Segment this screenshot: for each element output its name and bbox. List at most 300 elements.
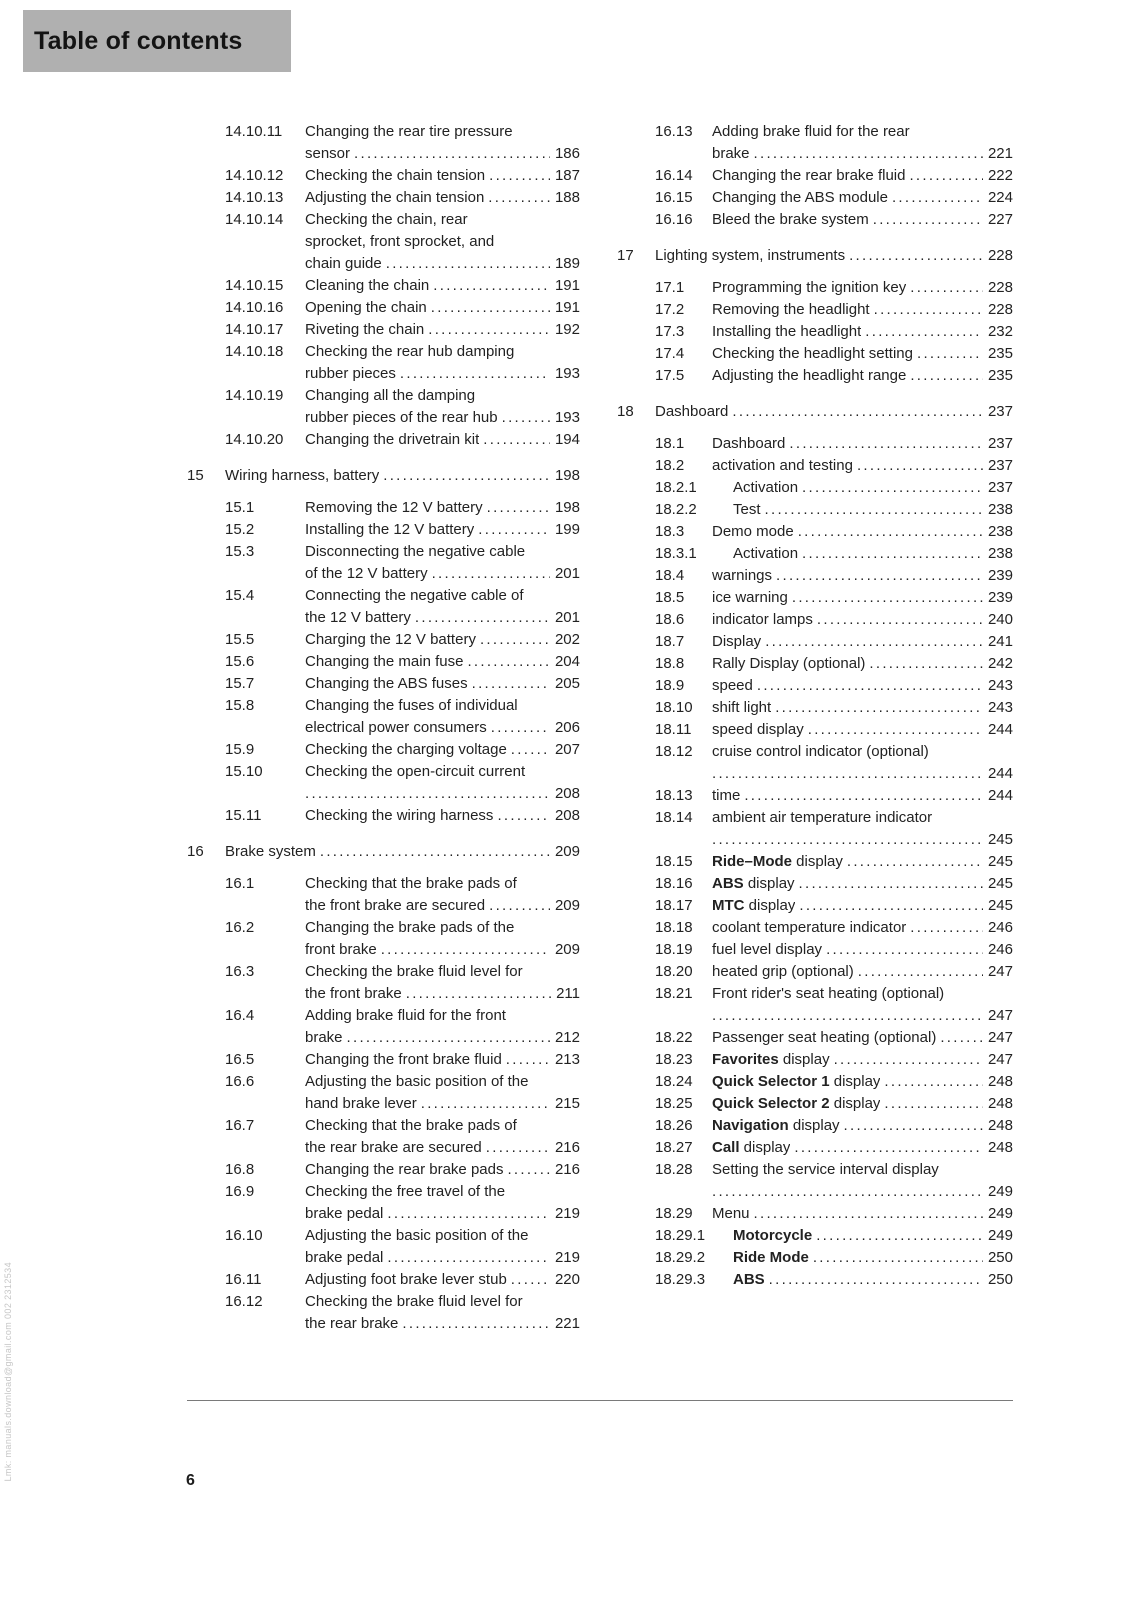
dot-leader	[892, 187, 983, 209]
entry-title: MTC display	[712, 897, 796, 914]
entry-page-number: 198	[554, 467, 580, 484]
entry-page-number: 247	[987, 1051, 1013, 1068]
entry-page-number: 201	[554, 565, 580, 582]
entry-page-number: 191	[554, 277, 580, 294]
entry-last-line	[712, 675, 1013, 697]
entry-title: the rear brake are secured	[305, 1139, 482, 1156]
entry-title: Bleed the brake system	[712, 211, 869, 228]
entry-title: Opening the chain	[305, 299, 427, 316]
entry-body	[712, 631, 1013, 653]
dot-leader	[387, 1247, 550, 1269]
entry-last-line	[305, 1203, 580, 1225]
toc-entry	[655, 917, 1013, 939]
entry-title: activation and testing	[712, 457, 853, 474]
dot-leader	[817, 609, 983, 631]
toc-entry	[617, 245, 1013, 267]
toc-entry	[655, 1203, 1013, 1225]
entry-body	[305, 541, 580, 585]
entry-title: Changing the front brake fluid	[305, 1051, 502, 1068]
toc-entry	[225, 209, 580, 275]
entry-body	[305, 385, 580, 429]
entry-page-number: 247	[987, 963, 1013, 980]
entry-page-number: 219	[554, 1205, 580, 1222]
entry-last-line	[305, 319, 580, 341]
dot-leader	[491, 717, 550, 739]
entry-last-line	[305, 1027, 580, 1049]
entry-body	[712, 1093, 1013, 1115]
entry-page-number: 246	[987, 919, 1013, 936]
entry-page-number: 201	[554, 609, 580, 626]
dot-leader	[910, 277, 983, 299]
toc-entry	[655, 321, 1013, 343]
entry-number: 18.2	[655, 457, 685, 474]
entry-last-line	[305, 275, 580, 297]
entry-page-number: 240	[987, 611, 1013, 628]
entry-number: 17.2	[655, 301, 685, 318]
entry-body	[305, 585, 580, 629]
entry-number: 18.11	[655, 721, 692, 738]
entry-body	[712, 807, 1013, 851]
entry-body	[712, 961, 1013, 983]
entry-title: Changing the rear brake pads	[305, 1161, 504, 1178]
entry-body	[305, 1269, 580, 1291]
entry-title: Wiring harness, battery	[225, 467, 380, 484]
entry-body	[712, 587, 1013, 609]
entry-page-number: 248	[987, 1139, 1013, 1156]
entry-last-line	[305, 519, 580, 541]
entry-title-line: Checking the free travel of the	[305, 1183, 506, 1200]
entry-body	[655, 245, 1013, 267]
entry-body	[712, 653, 1013, 675]
entry-title-line: Checking the open-circuit current	[305, 763, 526, 780]
entry-body	[733, 1269, 1013, 1291]
dot-leader	[792, 587, 983, 609]
entry-title: brake pedal	[305, 1249, 384, 1266]
entry-title-line: Checking the chain, rear	[305, 211, 468, 228]
entry-last-line	[712, 1071, 1013, 1093]
entry-title: Lighting system, instruments	[655, 247, 846, 264]
entry-last-line	[733, 1225, 1013, 1247]
entry-page-number: 237	[987, 403, 1013, 420]
watermark-text: Lmk: manuals.download@gmail.com 002 2312534	[3, 1262, 13, 1482]
entry-body	[305, 739, 580, 761]
entry-page-number: 245	[987, 897, 1013, 914]
entry-last-line	[712, 299, 1013, 321]
toc-entry	[655, 873, 1013, 895]
entry-body	[305, 165, 580, 187]
entry-number: 15.8	[225, 697, 255, 714]
toc-entry	[225, 385, 580, 429]
entry-title: the front brake are secured	[305, 897, 486, 914]
entry-last-line	[712, 1115, 1013, 1137]
entry-title: Brake system	[225, 843, 316, 860]
dot-leader	[844, 1115, 983, 1137]
dot-leader	[813, 1247, 983, 1269]
toc-entry	[655, 187, 1013, 209]
entry-last-line	[305, 607, 580, 629]
toc-entry	[225, 739, 580, 761]
entry-number: 18	[617, 403, 634, 420]
entry-title: chain guide	[305, 255, 382, 272]
entry-title: Changing the main fuse	[305, 653, 464, 670]
entry-body	[305, 1181, 580, 1225]
entry-number: 18.29	[655, 1205, 693, 1222]
entry-body	[225, 465, 580, 487]
entry-last-line	[712, 365, 1013, 387]
toc-entry	[225, 297, 580, 319]
entry-body	[305, 497, 580, 519]
entry-last-line	[712, 697, 1013, 719]
entry-body	[305, 805, 580, 827]
toc-entry	[225, 1181, 580, 1225]
toc-entry	[225, 585, 580, 629]
entry-body	[712, 1137, 1013, 1159]
dot-leader	[799, 895, 983, 917]
entry-title: the rear brake	[305, 1315, 399, 1332]
entry-number: 16.7	[225, 1117, 255, 1134]
entry-title: Changing the ABS fuses	[305, 675, 468, 692]
entry-title-line: Changing the fuses of individual	[305, 697, 518, 714]
toc-entry	[655, 455, 1013, 477]
entry-last-line	[712, 961, 1013, 983]
entry-number: 15.5	[225, 631, 255, 648]
dot-leader	[744, 785, 983, 807]
entry-page-number: 205	[554, 675, 580, 692]
entry-page-number: 235	[987, 367, 1013, 384]
entry-page-number: 186	[554, 145, 580, 162]
dot-leader	[421, 1093, 550, 1115]
dot-leader	[467, 651, 550, 673]
dot-leader	[383, 465, 550, 487]
dot-leader	[834, 1049, 983, 1071]
dot-leader	[428, 319, 550, 341]
dot-leader	[433, 275, 550, 297]
entry-title: Activation	[733, 545, 799, 562]
entry-page-number: 215	[554, 1095, 580, 1112]
dot-leader	[415, 607, 550, 629]
toc-entry	[225, 121, 580, 165]
entry-number: 16.3	[225, 963, 255, 980]
page-header	[23, 10, 291, 72]
dot-leader	[849, 245, 983, 267]
entry-page-number: 212	[554, 1029, 580, 1046]
dot-leader	[712, 829, 983, 851]
entry-number: 15.9	[225, 741, 255, 758]
entry-number: 16.10	[225, 1227, 263, 1244]
entry-number: 16.15	[655, 189, 693, 206]
dot-leader	[472, 673, 550, 695]
entry-body	[712, 851, 1013, 873]
dot-leader	[769, 1269, 983, 1291]
dot-leader	[873, 209, 983, 231]
entry-number: 15	[187, 467, 204, 484]
entry-title-line: Checking that the brake pads of	[305, 1117, 517, 1134]
toc-entry	[225, 1115, 580, 1159]
entry-page-number: 191	[554, 299, 580, 316]
dot-leader	[865, 321, 983, 343]
toc-entry	[225, 519, 580, 541]
entry-number: 18.3.1	[655, 545, 697, 562]
toc-entry	[655, 631, 1013, 653]
entry-last-line	[225, 465, 580, 487]
entry-title: Changing the drivetrain kit	[305, 431, 480, 448]
dot-leader	[874, 299, 983, 321]
entry-title: Dashboard	[655, 403, 729, 420]
entry-number: 18.29.3	[655, 1271, 706, 1288]
entry-title: shift light	[712, 699, 772, 716]
dot-leader	[486, 1137, 550, 1159]
toc-entry	[655, 1071, 1013, 1093]
dot-leader	[386, 253, 550, 275]
entry-last-line	[305, 805, 580, 827]
toc-entry	[655, 543, 1013, 565]
entry-number: 16.6	[225, 1073, 255, 1090]
entry-number: 17.3	[655, 323, 685, 340]
entry-body	[305, 761, 580, 805]
entry-number: 14.10.12	[225, 167, 284, 184]
entry-last-line	[712, 165, 1013, 187]
entry-title: Removing the headlight	[712, 301, 870, 318]
entry-body	[305, 297, 580, 319]
entry-page-number: 187	[554, 167, 580, 184]
entry-body	[305, 519, 580, 541]
entry-number: 18.9	[655, 677, 685, 694]
entry-last-line	[305, 1093, 580, 1115]
entry-last-line	[712, 143, 1013, 165]
dot-leader	[480, 629, 550, 651]
entry-body	[712, 209, 1013, 231]
toc-entry	[655, 477, 1013, 499]
toc-entry	[655, 741, 1013, 785]
entry-last-line	[712, 719, 1013, 741]
entry-title: brake	[305, 1029, 343, 1046]
entry-title: brake pedal	[305, 1205, 384, 1222]
entry-title: rubber pieces of the rear hub	[305, 409, 498, 426]
toc-entry	[225, 275, 580, 297]
entry-body	[733, 499, 1013, 521]
entry-title: Changing the rear brake fluid	[712, 167, 906, 184]
entry-body	[712, 939, 1013, 961]
entry-page-number: 232	[987, 323, 1013, 340]
footer-rule	[187, 1400, 1013, 1401]
entry-number: 15.2	[225, 521, 255, 538]
toc-entry	[225, 673, 580, 695]
dot-leader	[511, 739, 550, 761]
entry-body	[305, 1071, 580, 1115]
entry-page-number: 206	[554, 719, 580, 736]
toc-entry	[225, 917, 580, 961]
dot-leader	[507, 1159, 550, 1181]
toc-entry	[225, 541, 580, 585]
entry-title: Riveting the chain	[305, 321, 425, 338]
entry-number: 16.13	[655, 123, 693, 140]
entry-number: 15.10	[225, 763, 263, 780]
toc-entry	[655, 565, 1013, 587]
entry-title: Installing the 12 V battery	[305, 521, 475, 538]
entry-body	[712, 895, 1013, 917]
entry-title: Changing the ABS module	[712, 189, 888, 206]
entry-body	[712, 1049, 1013, 1071]
entry-page-number: 250	[987, 1249, 1013, 1266]
dot-leader	[757, 675, 983, 697]
entry-last-line	[305, 563, 580, 585]
entry-page-number: 193	[554, 365, 580, 382]
entry-body	[712, 719, 1013, 741]
entry-last-line	[305, 1049, 580, 1071]
entry-number: 16.2	[225, 919, 255, 936]
entry-number: 16	[187, 843, 204, 860]
entry-last-line	[712, 851, 1013, 873]
entry-last-line	[305, 429, 580, 451]
toc-entry	[655, 653, 1013, 675]
entry-number: 18.19	[655, 941, 693, 958]
toc-entry	[617, 401, 1013, 423]
toc-entry	[655, 365, 1013, 387]
entry-last-line	[305, 1269, 580, 1291]
entry-page-number: 192	[554, 321, 580, 338]
toc-entry	[655, 851, 1013, 873]
entry-title: ABS display	[712, 875, 795, 892]
entry-title-line: Checking the brake fluid level for	[305, 963, 523, 980]
dot-leader	[910, 365, 983, 387]
entry-last-line	[712, 829, 1013, 851]
dot-leader	[808, 719, 983, 741]
toc-entry	[655, 719, 1013, 741]
entry-title: Favorites display	[712, 1051, 830, 1068]
toc-entry	[655, 165, 1013, 187]
entry-body	[305, 1159, 580, 1181]
dot-leader	[798, 521, 983, 543]
entry-number: 18.12	[655, 743, 693, 760]
entry-last-line	[305, 1247, 580, 1269]
entry-page-number: 238	[987, 501, 1013, 518]
entry-title-line: Checking that the brake pads of	[305, 875, 517, 892]
entry-last-line	[712, 343, 1013, 365]
entry-body	[733, 543, 1013, 565]
entry-number: 18.1	[655, 435, 685, 452]
entry-page-number: 209	[554, 843, 580, 860]
dot-leader	[789, 433, 983, 455]
entry-title: indicator lamps	[712, 611, 813, 628]
entry-last-line	[712, 1049, 1013, 1071]
toc-entry	[655, 983, 1013, 1027]
entry-page-number: 239	[987, 567, 1013, 584]
toc-entry	[225, 1269, 580, 1291]
entry-title: Menu	[712, 1205, 750, 1222]
entry-number: 18.6	[655, 611, 685, 628]
entry-body	[712, 1115, 1013, 1137]
entry-title-line: Changing the brake pads of the	[305, 919, 515, 936]
toc-entry	[655, 209, 1013, 231]
toc-entry	[655, 675, 1013, 697]
toc-entry	[655, 277, 1013, 299]
entry-body	[655, 401, 1013, 423]
entry-number: 18.29.2	[655, 1249, 706, 1266]
entry-number: 18.14	[655, 809, 693, 826]
entry-last-line	[712, 763, 1013, 785]
entry-title-line: cruise control indicator (optional)	[712, 743, 929, 760]
entry-title: Programming the ignition key	[712, 279, 907, 296]
entry-last-line	[712, 209, 1013, 231]
toc-entry	[225, 187, 580, 209]
entry-number: 16.16	[655, 211, 693, 228]
entry-body	[305, 1225, 580, 1269]
dot-leader	[857, 455, 983, 477]
entry-body	[305, 429, 580, 451]
entry-title: speed	[712, 677, 753, 694]
toc-column-left	[187, 121, 580, 1335]
toc-entry	[655, 1049, 1013, 1071]
entry-last-line	[655, 401, 1013, 423]
entry-last-line	[305, 1137, 580, 1159]
entry-number: 18.23	[655, 1051, 693, 1068]
toc-entry	[655, 697, 1013, 719]
dot-leader	[347, 1027, 550, 1049]
toc-entry	[655, 1247, 1013, 1269]
entry-title: electrical power consumers	[305, 719, 487, 736]
entry-body	[712, 521, 1013, 543]
entry-number: 18.29.1	[655, 1227, 706, 1244]
dot-leader	[775, 697, 983, 719]
entry-title: Checking the charging voltage	[305, 741, 507, 758]
toc-entry	[187, 841, 580, 863]
entry-page-number: 222	[987, 167, 1013, 184]
entry-body	[712, 1159, 1013, 1203]
toc-entry	[225, 761, 580, 805]
entry-page-number: 247	[987, 1007, 1013, 1024]
entry-page-number: 237	[987, 479, 1013, 496]
entry-number: 14.10.19	[225, 387, 284, 404]
dot-leader	[712, 763, 983, 785]
dot-leader	[406, 983, 551, 1005]
entry-number: 18.22	[655, 1029, 693, 1046]
dot-leader	[847, 851, 983, 873]
entry-title-line: Setting the service interval display	[712, 1161, 939, 1178]
entry-page-number: 207	[554, 741, 580, 758]
entry-title: Activation	[733, 479, 799, 496]
toc-entry	[225, 961, 580, 1005]
entry-title: fuel level display	[712, 941, 823, 958]
entry-title: of the 12 V battery	[305, 565, 428, 582]
entry-body	[305, 319, 580, 341]
entry-body	[305, 1049, 580, 1071]
dot-leader	[765, 499, 983, 521]
entry-body	[305, 629, 580, 651]
entry-page-number: 246	[987, 941, 1013, 958]
entry-number: 15.1	[225, 499, 255, 516]
entry-number: 16.9	[225, 1183, 255, 1200]
page-title: Table of contents	[34, 26, 243, 55]
entry-page-number: 216	[554, 1161, 580, 1178]
entry-page-number: 245	[987, 853, 1013, 870]
toc-entry	[655, 1093, 1013, 1115]
entry-number: 17.1	[655, 279, 685, 296]
entry-body	[712, 1071, 1013, 1093]
entry-title: front brake	[305, 941, 377, 958]
entry-number: 16.1	[225, 875, 255, 892]
entry-last-line	[305, 363, 580, 385]
entry-page-number: 228	[987, 247, 1013, 264]
entry-title: ice warning	[712, 589, 788, 606]
entry-number: 15.7	[225, 675, 255, 692]
toc-entry	[655, 521, 1013, 543]
entry-page-number: 245	[987, 875, 1013, 892]
toc-entry	[655, 895, 1013, 917]
toc-entry	[225, 1049, 580, 1071]
entry-title: Quick Selector 2 display	[712, 1095, 881, 1112]
entry-last-line	[712, 433, 1013, 455]
toc-entry	[655, 587, 1013, 609]
